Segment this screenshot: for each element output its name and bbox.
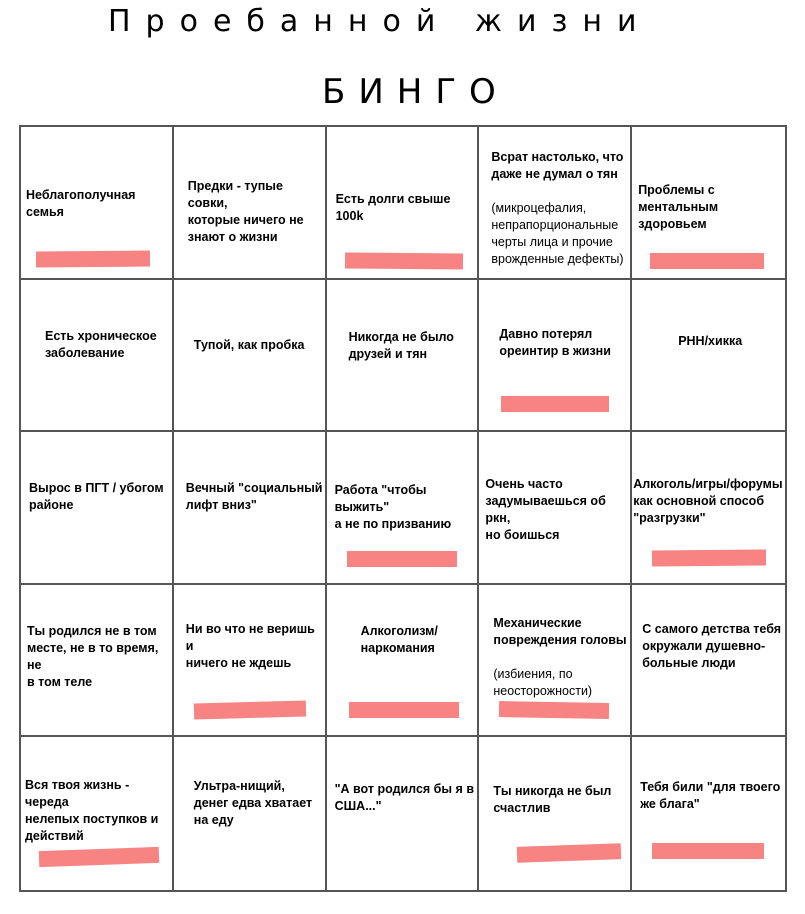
cell-text: Давно потерял ореинтир в жизни [499,326,611,358]
marker-stroke [517,844,621,864]
cell-text: Ты никогда не был счастлив [493,784,612,816]
marker-stroke [499,701,609,719]
bingo-cell[interactable] [174,280,327,433]
bingo-cell[interactable] [479,737,632,890]
cell-text: Алкоголь/игры/форумы как основной способ "разгрузки" [633,477,783,526]
cell-subtext: (избиения, по неосторожности) [493,666,593,698]
marker-stroke [349,702,459,718]
cell-text: Ты родился не в том месте, не в то время, не в том теле [27,623,159,689]
bingo-cell[interactable] [21,280,174,433]
marker-stroke [194,700,306,719]
cell-text: Есть долги свыше 100k [335,192,451,223]
marker-stroke [501,396,609,412]
bingo-cell[interactable] [327,737,480,890]
bingo-cell[interactable] [21,585,174,738]
bingo-grid [19,125,787,892]
cell-text: РНН/хикка [678,333,743,348]
bingo-cell[interactable] [327,432,480,585]
cell-text: Предки - тупые совки, которые ничего не знают о жизни [187,179,304,244]
bingo-cell[interactable] [21,737,174,890]
marker-stroke [345,252,463,269]
cell-subtext: (микроцефалия, непрапорциональные черты лица и прочие врожденные дефекты) [491,201,624,266]
bingo-cell[interactable] [632,432,785,585]
bingo-cell[interactable] [327,585,480,738]
bingo-cell[interactable] [479,585,632,738]
bingo-cell[interactable] [174,737,327,890]
cell-text: Механические повреждения головы [493,615,627,647]
marker-stroke [650,253,764,269]
marker-stroke [39,847,159,867]
cell-text: Алкоголизм/ наркомания [360,623,438,655]
page-title: Проебанной жизни [108,4,652,39]
marker-stroke [347,551,457,567]
cell-text: Вся твоя жизнь - череда нелепых поступков и действий [25,778,159,844]
bingo-cell[interactable] [327,127,480,280]
cell-text: Ультра-нищий, денег едва хватает на еду [193,779,313,828]
bingo-cell[interactable] [632,280,785,433]
bingo-cell[interactable] [479,432,632,585]
bingo-cell[interactable] [327,280,480,433]
cell-text: Тупой, как пробка [193,337,305,352]
cell-text: Проблемы с ментальным здоровьем [638,183,719,231]
cell-text: Очень часто задумываешься об ркн, но боишься [485,477,606,543]
bingo-cell[interactable] [632,737,785,890]
page-subtitle: БИНГО [322,72,509,112]
bingo-cell[interactable] [174,585,327,738]
cell-text: Есть хроническое заболевание [45,328,157,360]
marker-stroke [652,843,764,859]
cell-text: С самого детства тебя окружали душевно- больные люди [642,621,782,670]
cell-text: Всрат настолько, что даже не думал о тян [491,150,624,181]
cell-text: Тебя били "для твоего же блага" [640,780,781,812]
cell-text: Работа "чтобы выжить" а не по призванию [334,483,452,532]
bingo-cell[interactable] [21,432,174,585]
cell-text: Неблагополучная семья [26,188,136,219]
bingo-cell[interactable] [479,280,632,433]
bingo-cell[interactable] [21,127,174,280]
bingo-cell[interactable] [632,585,785,738]
cell-text: Вечный "социальный лифт вниз" [185,481,323,513]
bingo-cell[interactable] [174,127,327,280]
bingo-cell[interactable] [174,432,327,585]
marker-stroke [36,251,150,268]
cell-text: Вырос в ПГТ / убогом районе [29,481,164,513]
cell-text: Никогда не было друзей и тян [348,329,454,361]
cell-text: "А вот родился бы я в США..." [334,782,474,814]
cell-text: Ни во что не веришь и ничего не ждешь [185,621,315,670]
bingo-cell[interactable] [479,127,632,280]
bingo-cell[interactable] [632,127,785,280]
marker-stroke [652,550,766,567]
